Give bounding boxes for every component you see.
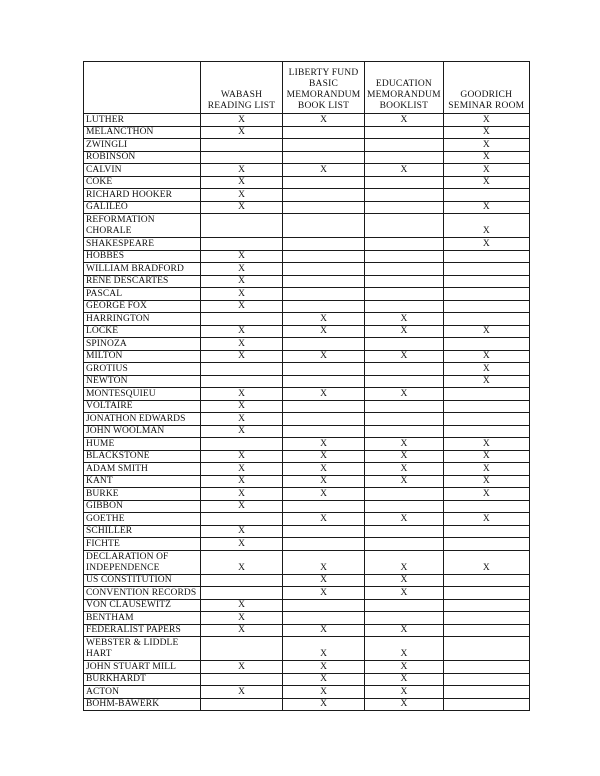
mark-cell: X [365,637,444,661]
mark-cell: X [201,388,283,401]
mark-cell: X [365,450,444,463]
header-liberty-fund: LIBERTY FUND BASIC MEMORANDUM BOOK LIST [283,62,365,114]
mark-cell [365,338,444,351]
table-row [84,139,530,152]
row-title: HARRINGTON [84,313,201,326]
row-title: REFORMATION CHORALE [84,214,201,238]
mark-cell: X [201,475,283,488]
mark-cell: X [201,350,283,363]
mark-cell [201,151,283,164]
mark-cell [283,425,365,438]
table-row [84,300,530,313]
mark-cell: X [365,325,444,338]
row-title: FEDERALIST PAPERS [84,624,201,637]
mark-cell: X [201,425,283,438]
mark-cell [365,176,444,189]
mark-cell [283,263,365,276]
row-title: CONVENTION RECORDS [84,587,201,600]
mark-cell: X [201,525,283,538]
mark-cell: X [365,438,444,451]
row-title: BENTHAM [84,612,201,625]
row-title: NEWTON [84,375,201,388]
mark-cell: X [201,338,283,351]
mark-cell: X [443,126,529,139]
mark-cell [365,189,444,202]
mark-cell [283,338,365,351]
row-title: GOETHE [84,513,201,526]
mark-cell [365,375,444,388]
row-title: ADAM SMITH [84,463,201,476]
row-title: ROBINSON [84,151,201,164]
mark-cell [201,139,283,152]
mark-cell: X [283,686,365,699]
mark-cell [365,425,444,438]
row-title: GIBBON [84,500,201,513]
mark-cell: X [283,698,365,711]
table-row [84,201,530,214]
mark-cell [365,400,444,413]
mark-cell [365,151,444,164]
mark-cell [365,500,444,513]
table-row [84,599,530,612]
row-title: JOHN WOOLMAN [84,425,201,438]
mark-cell: X [443,151,529,164]
mark-cell: X [365,673,444,686]
mark-cell: X [201,612,283,625]
header-education: EDUCATION MEMORANDUM BOOKLIST [365,62,444,114]
mark-cell: X [201,599,283,612]
mark-cell: X [283,624,365,637]
mark-cell [443,500,529,513]
mark-cell [443,338,529,351]
row-title: HOBBES [84,250,201,263]
reading-list-table [83,61,530,711]
row-title: BURKE [84,488,201,501]
row-title: KANT [84,475,201,488]
mark-cell: X [365,550,444,574]
mark-cell: X [365,475,444,488]
mark-cell: X [201,288,283,301]
mark-cell [443,300,529,313]
mark-cell: X [283,114,365,127]
table-row [84,325,530,338]
row-title: JONATHON EDWARDS [84,413,201,426]
mark-cell [365,488,444,501]
mark-cell [201,313,283,326]
mark-cell [365,201,444,214]
mark-cell [365,599,444,612]
row-title: SHAKESPEARE [84,238,201,251]
mark-cell [283,300,365,313]
mark-cell [443,388,529,401]
mark-cell [365,300,444,313]
mark-cell: X [201,325,283,338]
mark-cell [365,363,444,376]
mark-cell: X [443,214,529,238]
mark-cell: X [365,624,444,637]
mark-cell: X [283,550,365,574]
mark-cell: X [283,388,365,401]
mark-cell: X [201,463,283,476]
row-title: US CONSTITUTION [84,574,201,587]
mark-cell [201,363,283,376]
mark-cell [283,500,365,513]
mark-cell: X [201,686,283,699]
row-title: GROTIUS [84,363,201,376]
mark-cell [201,574,283,587]
mark-cell: X [283,164,365,177]
mark-cell [443,263,529,276]
table-row [84,500,530,513]
table-row [84,438,530,451]
mark-cell: X [365,164,444,177]
table-row [84,425,530,438]
row-title: MONTESQUIEU [84,388,201,401]
mark-cell: X [365,698,444,711]
mark-cell: X [283,513,365,526]
mark-cell: X [443,550,529,574]
mark-cell [283,413,365,426]
mark-cell [443,673,529,686]
mark-cell [443,637,529,661]
mark-cell [443,538,529,551]
mark-cell: X [283,488,365,501]
mark-cell: X [283,438,365,451]
table-row [84,450,530,463]
table-row [84,525,530,538]
mark-cell: X [283,587,365,600]
row-title: WILLIAM BRADFORD [84,263,201,276]
mark-cell: X [283,574,365,587]
table-row [84,363,530,376]
row-title: LUTHER [84,114,201,127]
table-row [84,475,530,488]
mark-cell: X [201,661,283,674]
mark-cell [365,538,444,551]
mark-cell [283,151,365,164]
mark-cell [201,673,283,686]
mark-cell [443,275,529,288]
mark-cell: X [365,114,444,127]
mark-cell [365,288,444,301]
mark-cell: X [365,574,444,587]
row-title: GEORGE FOX [84,300,201,313]
row-title: ACTON [84,686,201,699]
table-row [84,275,530,288]
row-title: SCHILLER [84,525,201,538]
mark-cell [365,126,444,139]
mark-cell [443,574,529,587]
mark-cell [201,238,283,251]
mark-cell: X [201,413,283,426]
row-title: MILTON [84,350,201,363]
row-title: BURKHARDT [84,673,201,686]
mark-cell [201,375,283,388]
table-row [84,624,530,637]
mark-cell: X [201,201,283,214]
mark-cell [443,425,529,438]
mark-cell: X [443,463,529,476]
mark-cell: X [201,263,283,276]
mark-cell: X [365,686,444,699]
mark-cell [365,250,444,263]
mark-cell [283,363,365,376]
row-title: PASCAL [84,288,201,301]
mark-cell: X [201,275,283,288]
row-title: WEBSTER & LIDDLE HART [84,637,201,661]
mark-cell: X [283,450,365,463]
row-title: ZWINGLI [84,139,201,152]
mark-cell [201,637,283,661]
mark-cell [201,438,283,451]
table-row [84,698,530,711]
mark-cell [443,189,529,202]
row-title: COKE [84,176,201,189]
mark-cell: X [443,450,529,463]
mark-cell: X [443,114,529,127]
table-row [84,550,530,574]
mark-cell [443,686,529,699]
mark-cell: X [201,400,283,413]
mark-cell: X [443,238,529,251]
mark-cell [283,375,365,388]
table-row [84,673,530,686]
mark-cell: X [443,164,529,177]
mark-cell: X [201,500,283,513]
table-row [84,176,530,189]
mark-cell [365,525,444,538]
mark-cell [443,525,529,538]
table-row [84,587,530,600]
table-row [84,637,530,661]
mark-cell [365,612,444,625]
table-row [84,313,530,326]
header-goodrich: GOODRICH SEMINAR ROOM [443,62,529,114]
header-corner [84,62,201,114]
table-row [84,151,530,164]
mark-cell [365,263,444,276]
mark-cell [283,201,365,214]
table-row [84,612,530,625]
table-row [84,164,530,177]
mark-cell [365,139,444,152]
mark-cell [283,250,365,263]
table-row [84,661,530,674]
mark-cell: X [201,114,283,127]
mark-cell: X [365,587,444,600]
mark-cell: X [283,673,365,686]
mark-cell: X [201,164,283,177]
header-wabash: WABASH READING LIST [201,62,283,114]
table-row [84,388,530,401]
table-row [84,513,530,526]
row-title: JOHN STUART MILL [84,661,201,674]
mark-cell [283,288,365,301]
table-row [84,338,530,351]
mark-cell: X [201,624,283,637]
row-title: DECLARATION OF INDEPENDENCE [84,550,201,574]
row-title: GALILEO [84,201,201,214]
table-row [84,413,530,426]
mark-cell [365,413,444,426]
row-title: FICHTE [84,538,201,551]
mark-cell [201,513,283,526]
mark-cell [283,189,365,202]
table-row [84,114,530,127]
mark-cell [443,624,529,637]
mark-cell [365,214,444,238]
row-title: SPINOZA [84,338,201,351]
mark-cell [283,275,365,288]
mark-cell [201,587,283,600]
mark-cell: X [201,300,283,313]
mark-cell: X [283,325,365,338]
mark-cell: X [283,350,365,363]
mark-cell [283,126,365,139]
row-title: HUME [84,438,201,451]
mark-cell: X [443,325,529,338]
mark-cell: X [443,375,529,388]
mark-cell [283,214,365,238]
table-row [84,263,530,276]
mark-cell: X [365,661,444,674]
mark-cell [283,238,365,251]
mark-cell: X [365,463,444,476]
mark-cell: X [283,463,365,476]
table-row [84,350,530,363]
mark-cell: X [365,313,444,326]
row-title: VOLTAIRE [84,400,201,413]
table-row [84,126,530,139]
table-row [84,238,530,251]
mark-cell: X [201,550,283,574]
row-title: BOHM-BAWERK [84,698,201,711]
mark-cell [283,538,365,551]
mark-cell: X [443,438,529,451]
mark-cell: X [365,388,444,401]
mark-cell: X [201,538,283,551]
table-row [84,375,530,388]
table-row [84,288,530,301]
mark-cell: X [201,189,283,202]
mark-cell: X [365,350,444,363]
table-row [84,463,530,476]
mark-cell: X [443,475,529,488]
row-title: RENE DESCARTES [84,275,201,288]
mark-cell: X [365,513,444,526]
mark-cell [283,176,365,189]
mark-cell: X [201,126,283,139]
mark-cell [443,599,529,612]
mark-cell: X [443,350,529,363]
row-title: RICHARD HOOKER [84,189,201,202]
mark-cell [283,599,365,612]
mark-cell [443,288,529,301]
table-row [84,400,530,413]
row-title: BLACKSTONE [84,450,201,463]
row-title: CALVIN [84,164,201,177]
mark-cell: X [283,661,365,674]
mark-cell: X [443,201,529,214]
mark-cell [443,250,529,263]
mark-cell: X [201,488,283,501]
mark-cell [443,413,529,426]
header-row [84,62,530,114]
table-row [84,189,530,202]
row-title: MELANCTHON [84,126,201,139]
mark-cell: X [443,176,529,189]
table-row [84,574,530,587]
table-row [84,488,530,501]
mark-cell [283,400,365,413]
mark-cell [365,275,444,288]
mark-cell [201,214,283,238]
mark-cell [443,612,529,625]
table-row [84,214,530,238]
table-row [84,686,530,699]
mark-cell: X [443,513,529,526]
mark-cell: X [201,450,283,463]
mark-cell: X [443,139,529,152]
mark-cell [283,525,365,538]
mark-cell [443,698,529,711]
mark-cell: X [283,475,365,488]
mark-cell: X [283,313,365,326]
mark-cell [443,400,529,413]
row-title: VON CLAUSEWITZ [84,599,201,612]
mark-cell: X [283,637,365,661]
mark-cell [283,139,365,152]
mark-cell [283,612,365,625]
row-title: LOCKE [84,325,201,338]
mark-cell [201,698,283,711]
mark-cell [443,587,529,600]
mark-cell [443,313,529,326]
mark-cell [443,661,529,674]
table-row [84,538,530,551]
mark-cell: X [201,176,283,189]
mark-cell: X [443,488,529,501]
table-row [84,250,530,263]
mark-cell: X [201,250,283,263]
mark-cell: X [443,363,529,376]
mark-cell [365,238,444,251]
